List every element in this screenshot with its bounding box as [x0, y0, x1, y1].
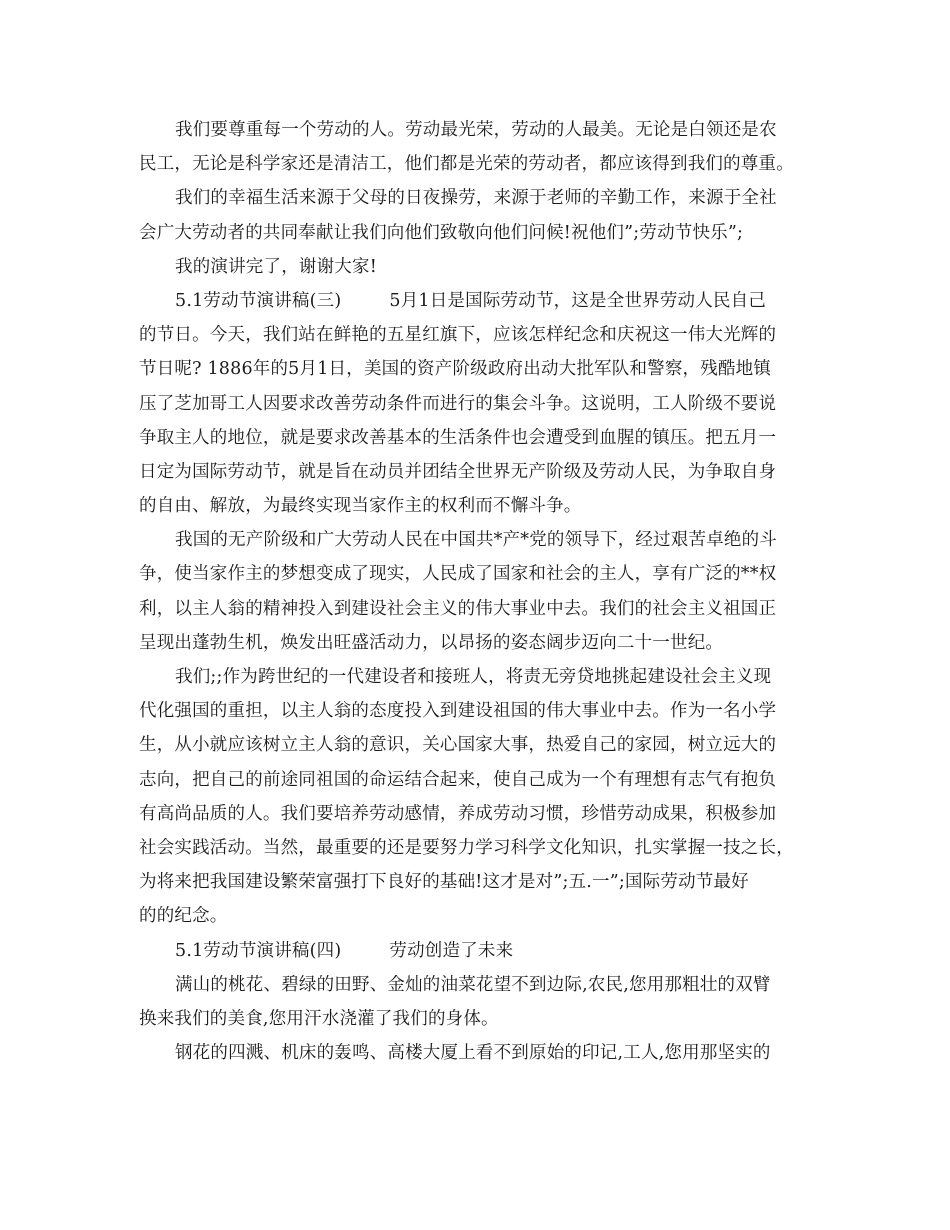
text-line: 我国的无产阶级和广大劳动人民在中国共*产*党的领导下，经过艰苦卓绝的斗 — [175, 530, 777, 551]
text-line: 的自由、解放，为最终实现当家作主的权利而不懈斗争。 — [139, 496, 582, 517]
text-line: 钢花的四溅、机床的轰鸣、高楼大厦上看不到原始的印记,工人,您用那坚实的 — [175, 1043, 771, 1064]
text-line: 民工，无论是科学家还是清洁工，他们都是光荣的劳动者，都应该得到我们的尊重。 — [139, 154, 794, 175]
section-heading-line — [139, 934, 819, 968]
section-heading: 5.1劳动节演讲稿(四) — [175, 940, 342, 961]
text-line: 我们;;作为跨世纪的一代建设者和接班人，将责无旁贷地挑起建设社会主义现 — [175, 667, 772, 687]
text-line: 有高尚品质的人。我们要培养劳动感情，养成劳动习惯，珍惜劳动成果，积极参加 — [139, 803, 777, 824]
text-line: 会广大劳动者的共同奉献让我们向他们致敬向他们问候!祝他们”;劳动节快乐”; — [139, 222, 744, 243]
text-line: 的的纪念。 — [139, 906, 228, 927]
text-line: 换来我们的美食,您用汗水浇灌了我们的身体。 — [139, 1008, 499, 1029]
section-subtitle: 劳动创造了未来 — [389, 940, 514, 961]
text-line: 我们的幸福生活来源于父母的日夜操劳，来源于老师的辛勤工作，来源于全社 — [175, 188, 777, 209]
text-line: 争，使当家作主的梦想变成了现实，人民成了国家和社会的主人，享有广泛的**权 — [139, 564, 777, 585]
text-line: 为将来把我国建设繁荣富强打下良好的基础!这才是对”;五.一”;国际劳动节最好 — [139, 872, 749, 893]
section-heading-line — [139, 284, 819, 318]
document-body — [139, 113, 819, 1070]
text-line: 我的演讲完了，谢谢大家! — [175, 256, 377, 277]
text-fragment: 5月1日是国际劳动节，这是全世界劳动人民自己 — [389, 290, 767, 311]
text-line: 节日呢? 1886年的5月1日，美国的资产阶级政府出动大批军队和警察，残酷地镇 — [139, 359, 772, 380]
text-line: 压了芝加哥工人因要求改善劳动条件而进行的集会斗争。这说明，工人阶级不要说 — [139, 393, 777, 414]
text-line: 利，以主人翁的精神投入到建设社会主义的伟大事业中去。我们的社会主义祖国正 — [139, 598, 777, 619]
text-line: 呈现出蓬勃生机，焕发出旺盛活动力，以昂扬的姿态阔步迈向二十一世纪。 — [139, 632, 724, 653]
section-heading: 5.1劳动节演讲稿(三) — [175, 290, 342, 311]
text-line: 社会实践活动。当然，最重要的还是要努力学习科学文化知识，扎实掌握一技之长， — [139, 837, 794, 858]
text-line: 生，从小就应该树立主人翁的意识，关心国家大事，热爱自己的家园，树立远大的 — [139, 735, 777, 756]
text-line: 我们要尊重每一个劳动的人。劳动最光荣，劳动的人最美。无论是白领还是农 — [175, 120, 777, 140]
text-line: 满山的桃花、碧绿的田野、金灿的油菜花望不到边际,农民,您用那粗壮的双臂 — [175, 974, 771, 995]
text-line: 争取主人的地位，就是要求改善基本的生活条件也会遭受到血腥的镇压。把五月一 — [139, 427, 777, 448]
text-line: 的节日。今天，我们站在鲜艳的五星红旗下，应该怎样纪念和庆祝这一伟大光辉的 — [139, 325, 777, 346]
text-line: 志向，把自己的前途同祖国的命运结合起来，使自己成为一个有理想有志气有抱负 — [139, 769, 777, 790]
text-line: 日定为国际劳动节，就是旨在动员并团结全世界无产阶级及劳动人民，为争取自身 — [139, 461, 777, 482]
text-line: 代化强国的重担，以主人翁的态度投入到建设祖国的伟大事业中去。作为一名小学 — [139, 701, 777, 722]
